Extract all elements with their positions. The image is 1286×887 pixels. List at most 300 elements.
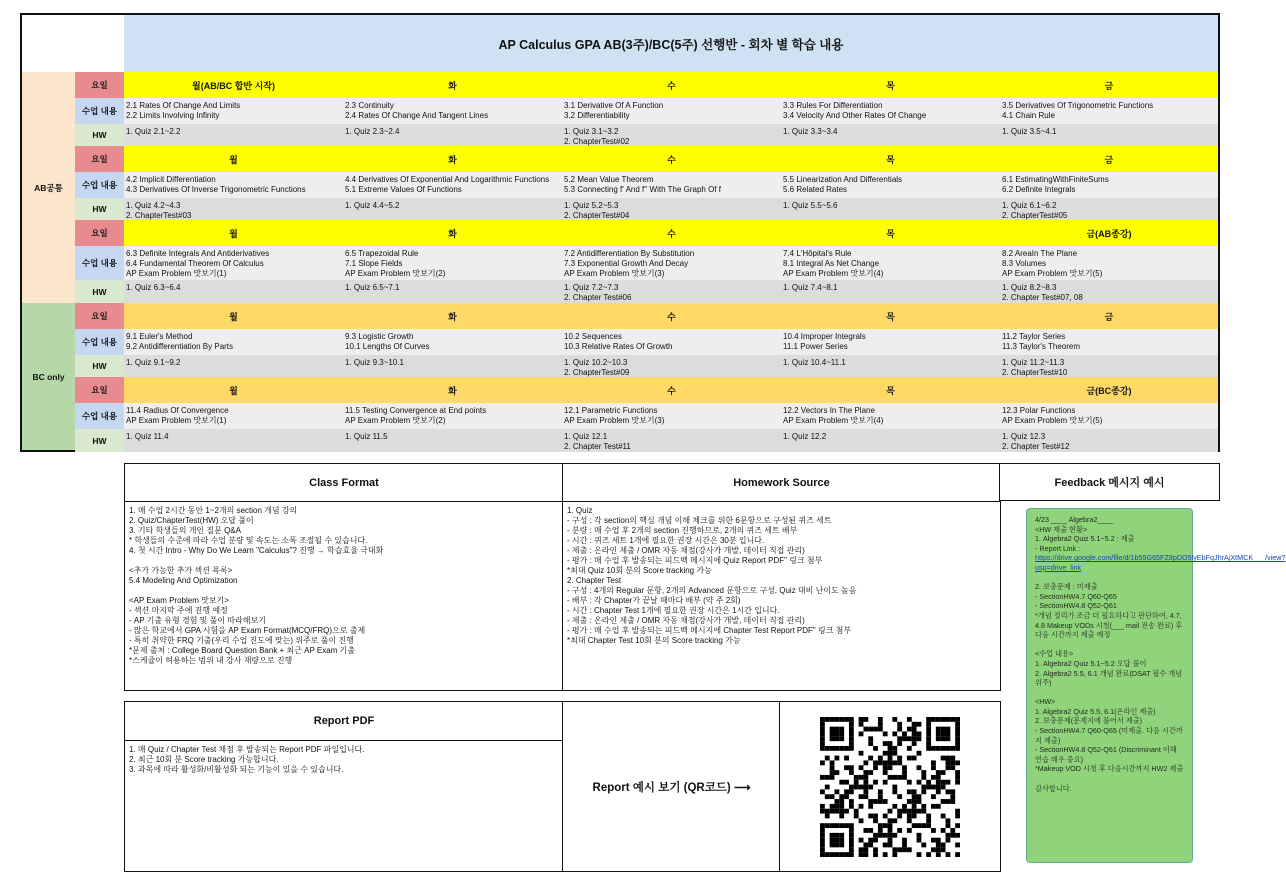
group-label-ab: AB공통 <box>22 72 75 303</box>
qr-module <box>830 842 835 847</box>
qr-module <box>917 721 922 726</box>
qr-module <box>830 808 835 813</box>
class-content-cell: 11.5 Testing Convergence at End points AP Exam Problem 맛보기(2) <box>343 403 562 429</box>
qr-module <box>921 789 926 794</box>
qr-module <box>892 847 897 852</box>
row-label-class: 수업 내용 <box>75 329 124 355</box>
qr-module <box>873 852 878 857</box>
qr-module <box>883 750 888 755</box>
schedule-row-day <box>75 72 1218 98</box>
qr-module <box>844 823 849 828</box>
qr-module <box>839 852 844 857</box>
qr-module <box>859 750 864 755</box>
row-label-day: 요일 <box>75 303 124 329</box>
qr-module <box>936 745 941 750</box>
qr-module <box>820 741 825 746</box>
qr-module <box>868 741 873 746</box>
hw-cell: 1. Quiz 5.2~5.3 2. ChapterTest#04 <box>562 198 781 220</box>
hw-cell: 1. Quiz 3.5~4.1 <box>1000 124 1218 146</box>
qr-module <box>849 726 854 731</box>
qr-module <box>820 837 825 842</box>
qr-module <box>849 789 854 794</box>
qr-module <box>868 837 873 842</box>
qr-module <box>873 813 878 818</box>
qr-module <box>897 774 902 779</box>
qr-module <box>931 794 936 799</box>
qr-module <box>946 765 951 770</box>
qr-module <box>834 789 839 794</box>
qr-module <box>859 847 864 852</box>
qr-module <box>859 784 864 789</box>
report-pdf-title: Report PDF <box>125 702 563 741</box>
qr-module <box>849 799 854 804</box>
qr-module <box>917 799 922 804</box>
qr-module <box>936 717 941 722</box>
qr-module <box>950 717 955 722</box>
qr-module <box>941 784 946 789</box>
qr-code-icon[interactable] <box>820 717 960 857</box>
qr-module <box>883 760 888 765</box>
qr-module <box>878 828 883 833</box>
feedback-part1: <HW 제출 현황> 1. Algebra2 Quiz 5.1~5.2 : 제출 - Report Link : <box>1035 524 1135 553</box>
qr-module <box>825 774 830 779</box>
qr-module <box>946 755 951 760</box>
qr-module <box>834 726 839 731</box>
qr-module <box>921 774 926 779</box>
schedule-row-day <box>75 377 1218 403</box>
qr-module <box>844 808 849 813</box>
qr-module <box>868 755 873 760</box>
qr-module <box>859 731 864 736</box>
qr-module <box>863 842 868 847</box>
qr-module <box>921 823 926 828</box>
hw-cell: 1. Quiz 9.3~10.1 <box>343 355 562 377</box>
schedule-table <box>20 13 1220 452</box>
qr-module <box>863 828 868 833</box>
qr-module <box>946 779 951 784</box>
qr-module <box>844 789 849 794</box>
qr-module <box>955 808 960 813</box>
qr-module <box>921 808 926 813</box>
qr-module <box>936 774 941 779</box>
qr-module <box>863 794 868 799</box>
qr-module <box>946 818 951 823</box>
qr-module <box>854 813 859 818</box>
qr-module <box>941 717 946 722</box>
schedule-row-hw <box>75 124 1218 146</box>
qr-module <box>878 726 883 731</box>
qr-module <box>859 774 864 779</box>
qr-module <box>902 731 907 736</box>
class-content-cell: 11.4 Radius Of Convergence AP Exam Problem 맛보기(1) <box>124 403 343 429</box>
class-content-cell: 3.1 Derivative Of A Function 3.2 Differentiability <box>562 98 781 124</box>
qr-module <box>892 750 897 755</box>
qr-module <box>936 784 941 789</box>
qr-module <box>955 813 960 818</box>
qr-module <box>892 717 897 722</box>
qr-module <box>854 808 859 813</box>
group-label-bc: BC only <box>22 303 75 450</box>
qr-module <box>868 842 873 847</box>
qr-module <box>873 837 878 842</box>
qr-module <box>931 837 936 842</box>
qr-module <box>912 803 917 808</box>
qr-module <box>902 842 907 847</box>
qr-module <box>863 726 868 731</box>
schedule-row-class <box>75 246 1218 280</box>
qr-module <box>888 750 893 755</box>
qr-module <box>917 779 922 784</box>
qr-module <box>839 837 844 842</box>
qr-module <box>902 765 907 770</box>
qr-module <box>825 717 830 722</box>
qr-module <box>863 789 868 794</box>
class-content-cell: 10.4 Improper Integrals 11.1 Power Series <box>781 329 1000 355</box>
qr-module <box>892 745 897 750</box>
qr-module <box>839 813 844 818</box>
qr-module <box>892 803 897 808</box>
day-header-cell: 화 <box>343 377 562 403</box>
report-pdf-box <box>124 701 564 872</box>
qr-module <box>897 721 902 726</box>
qr-module <box>839 731 844 736</box>
qr-module <box>917 832 922 837</box>
qr-module <box>926 823 931 828</box>
qr-module <box>859 765 864 770</box>
qr-module <box>917 794 922 799</box>
qr-module <box>917 823 922 828</box>
qr-module <box>936 779 941 784</box>
qr-module <box>849 828 854 833</box>
qr-module <box>834 755 839 760</box>
qr-module <box>931 803 936 808</box>
qr-module <box>926 745 931 750</box>
qr-module <box>830 736 835 741</box>
qr-module <box>873 765 878 770</box>
hw-cell: 1. Quiz 6.5~7.1 <box>343 280 562 303</box>
qr-module <box>931 717 936 722</box>
qr-module <box>950 765 955 770</box>
qr-module <box>897 828 902 833</box>
homework-source-title: Homework Source <box>563 464 1000 502</box>
class-content-cell: 2.3 Continuity 2.4 Rates Of Change And Tangent Lines <box>343 98 562 124</box>
class-format-body: 1. 매 수업 2시간 동안 1~2개의 section 개념 강의 2. Quiz/ChapterTest(HW) 오답 풀이 3. 기타 학생들의 개인 질문 Q&A * 학생들의 수준에 따라 수업 분량 및 속도는 소폭 조절될 수 있습니다. 4. 첫 시간 Intro - Why Do We Learn "Calculus"? 진행 → 학습효율 극대화 <추가 가능한 추가 섹션 목록> 5.4 Modeling And Optimization <AP Exam Problem 맛보기> - 섹션 마지막 주에 진행 예정 - AP 기출 유형 경험 및 풀이 따라해보기 - 많은 학교에서 GPA 시험을 AP Exam Format(MCQ/FRQ)으로 출제 - 특히 취약한 FRQ 기출(우리 수업 진도에 맞는) 위주로 풀이 진행 *문제 출처 : College Board Question Bank + 최근 AP Exam 기출 *스케쥴이 허용하는 범위 내 강사 재량으로 진행 <box>129 506 384 665</box>
schedule-row-class <box>75 98 1218 124</box>
qr-module <box>897 794 902 799</box>
qr-module <box>839 794 844 799</box>
qr-module <box>834 731 839 736</box>
qr-module <box>849 731 854 736</box>
qr-module <box>863 774 868 779</box>
qr-module <box>912 823 917 828</box>
qr-module <box>907 808 912 813</box>
qr-module <box>830 765 835 770</box>
qr-module <box>830 745 835 750</box>
qr-module <box>878 832 883 837</box>
qr-module <box>912 741 917 746</box>
qr-module <box>897 808 902 813</box>
qr-module <box>839 726 844 731</box>
row-label-day: 요일 <box>75 72 124 98</box>
qr-module <box>955 736 960 741</box>
corner-cell <box>22 15 124 72</box>
feedback-title: Feedback 메시지 예시 <box>1054 476 1165 489</box>
qr-module <box>888 760 893 765</box>
qr-module <box>868 803 873 808</box>
qr-module <box>955 726 960 731</box>
qr-module <box>839 717 844 722</box>
qr-module <box>888 828 893 833</box>
qr-module <box>820 852 825 857</box>
qr-module <box>883 823 888 828</box>
qr-module <box>907 789 912 794</box>
qr-module <box>830 803 835 808</box>
qr-module <box>849 842 854 847</box>
qr-module <box>955 770 960 775</box>
qr-module <box>820 745 825 750</box>
hw-cell: 1. Quiz 12.3 2. Chapter Test#12 <box>1000 429 1218 452</box>
qr-module <box>883 799 888 804</box>
schedule-row-class <box>75 403 1218 429</box>
hw-cell: 1. Quiz 4.4~5.2 <box>343 198 562 220</box>
qr-module <box>897 736 902 741</box>
qr-module <box>946 789 951 794</box>
qr-module <box>868 799 873 804</box>
qr-module <box>863 760 868 765</box>
qr-module <box>849 736 854 741</box>
qr-module <box>863 847 868 852</box>
qr-module <box>926 852 931 857</box>
qr-module <box>917 750 922 755</box>
qr-module <box>844 765 849 770</box>
qr-module <box>907 745 912 750</box>
feedback-part2: 2. 보충문제 : 미제출 - SectionHW4.7 Q60-Q65 - SectionHW4.8 Q52-Q61 *개념 정리가 조금 더 필요하다고 판단하여, 4.7, 4.8 Makeup VODs 시청(___ mail 전송 완료) 후 다음 시간까지 제출 예정 <수업 내용> 1. Algebra2 Quiz 5.1~5.2 오답 풀이 2. Algebra2 5.5, 6.1 개념 완료(DSAT 필수 개념 위주) <HW> 1. Algebra2 Quiz 5.5, 6.1(온라인 제출) 2. 보충문제(문제지에 풀어서 제출) - SectionHW4.7 Q60-Q65 (미제출. 다음 시간까지 제출) - SectionHW4.8 Q52-Q61 (Discriminant 이해 연습 매우 중요) *Makeup VOD 시청 후 다음시간까지 HW2 제출 감사합니다. <box>1035 582 1184 793</box>
qr-module <box>950 799 955 804</box>
qr-module <box>941 736 946 741</box>
hw-cell: 1. Quiz 7.4~8.1 <box>781 280 1000 303</box>
qr-module <box>892 852 897 857</box>
qr-module <box>888 745 893 750</box>
qr-module <box>868 828 873 833</box>
report-pdf-body: 1. 매 Quiz / Chapter Test 채점 후 발송되는 Report PDF 파일입니다. 2. 최근 10회 분 Score tracking 가능합니다. 3. 과목에 따라 활성화/비활성화 되는 기능이 있을 수 있습니다. <box>129 745 365 774</box>
schedule-row-hw <box>75 429 1218 452</box>
class-content-cell: 3.5 Derivatives Of Trigonometric Functions 4.1 Chain Rule <box>1000 98 1218 124</box>
qr-module <box>859 794 864 799</box>
schedule-row-hw <box>75 198 1218 220</box>
qr-module <box>946 823 951 828</box>
day-header-cell: 금 <box>1000 72 1218 98</box>
qr-module <box>849 803 854 808</box>
qr-module <box>931 765 936 770</box>
qr-module <box>888 818 893 823</box>
qr-module <box>892 832 897 837</box>
qr-module <box>830 726 835 731</box>
qr-module <box>941 842 946 847</box>
class-format-box <box>124 463 564 691</box>
qr-module <box>830 731 835 736</box>
qr-module <box>839 842 844 847</box>
qr-module <box>834 736 839 741</box>
day-header-cell: 화 <box>343 146 562 172</box>
qr-module <box>834 717 839 722</box>
row-label-hw: HW <box>75 355 124 377</box>
day-header-cell: 금(BC종강) <box>1000 377 1218 403</box>
qr-module <box>941 755 946 760</box>
qr-module <box>926 813 931 818</box>
feedback-box <box>999 463 1220 501</box>
qr-module <box>926 784 931 789</box>
qr-module <box>834 770 839 775</box>
homework-source-box <box>562 463 1001 691</box>
qr-module <box>936 731 941 736</box>
qr-module <box>888 741 893 746</box>
qr-module <box>830 832 835 837</box>
qr-module <box>902 770 907 775</box>
day-header-cell: 목 <box>781 146 1000 172</box>
day-header-cell: 월 <box>124 220 343 246</box>
qr-module <box>907 813 912 818</box>
qr-module <box>820 760 825 765</box>
qr-module <box>907 799 912 804</box>
qr-module <box>897 755 902 760</box>
hw-cell: 1. Quiz 6.3~6.4 <box>124 280 343 303</box>
hw-cell: 1. Quiz 11.2~11.3 2. ChapterTest#10 <box>1000 355 1218 377</box>
qr-module <box>941 745 946 750</box>
class-content-cell: 2.1 Rates Of Change And Limits 2.2 Limits Involving Infinity <box>124 98 343 124</box>
qr-module <box>950 789 955 794</box>
qr-module <box>868 726 873 731</box>
row-label-hw: HW <box>75 124 124 146</box>
qr-module <box>926 779 931 784</box>
qr-module <box>936 847 941 852</box>
qr-module <box>859 717 864 722</box>
class-format-title: Class Format <box>125 464 563 502</box>
schedule-row-day <box>75 303 1218 329</box>
row-label-day: 요일 <box>75 220 124 246</box>
qr-module <box>830 717 835 722</box>
qr-module <box>820 847 825 852</box>
qr-module <box>873 779 878 784</box>
qr-module <box>946 717 951 722</box>
qr-module <box>931 745 936 750</box>
qr-module <box>936 852 941 857</box>
qr-module <box>849 717 854 722</box>
qr-module <box>917 808 922 813</box>
row-label-class: 수업 내용 <box>75 246 124 280</box>
qr-module <box>926 731 931 736</box>
qr-module <box>825 813 830 818</box>
qr-module <box>820 736 825 741</box>
qr-module <box>955 852 960 857</box>
feedback-line1: 4/23 ____ Algebra2____ <box>1035 515 1114 524</box>
qr-module <box>902 803 907 808</box>
qr-module <box>873 760 878 765</box>
qr-module <box>834 842 839 847</box>
qr-module <box>849 721 854 726</box>
qr-module <box>917 765 922 770</box>
qr-module <box>907 779 912 784</box>
qr-module <box>926 726 931 731</box>
qr-module <box>873 832 878 837</box>
qr-module <box>888 837 893 842</box>
qr-module <box>830 794 835 799</box>
day-header-cell: 화 <box>343 72 562 98</box>
class-content-cell: 4.2 Implicit Differentiation 4.3 Derivatives Of Inverse Trigonometric Functions <box>124 172 343 198</box>
qr-module <box>883 842 888 847</box>
qr-module <box>849 770 854 775</box>
qr-module <box>907 736 912 741</box>
class-content-cell: 9.1 Euler's Method 9.2 Antidifferentiation By Parts <box>124 329 343 355</box>
class-content-cell: 11.2 Taylor Series 11.3 Taylor's Theorem <box>1000 329 1218 355</box>
qr-module <box>907 717 912 722</box>
day-header-cell: 화 <box>343 220 562 246</box>
qr-module <box>926 741 931 746</box>
class-content-cell: 12.1 Parametric Functions AP Exam Problem 맛보기(3) <box>562 403 781 429</box>
hw-cell: 1. Quiz 2.1~2.2 <box>124 124 343 146</box>
hw-cell: 1. Quiz 10.4~11.1 <box>781 355 1000 377</box>
qr-module <box>892 774 897 779</box>
qr-module <box>897 847 902 852</box>
class-content-cell: 4.4 Derivatives Of Exponential And Logarithmic Functions 5.1 Extreme Values Of Functions <box>343 172 562 198</box>
qr-module <box>926 818 931 823</box>
qr-module <box>825 823 830 828</box>
qr-module <box>912 755 917 760</box>
hw-cell: 1. Quiz 4.2~4.3 2. ChapterTest#03 <box>124 198 343 220</box>
qr-module <box>902 736 907 741</box>
qr-module <box>878 721 883 726</box>
qr-module <box>931 760 936 765</box>
feedback-report-link[interactable]: https://drive.google.com/file/d/1b55G65FZ8pDO5lyEbFqJhrAjXtMCK___/view?usp=drive_link <box>1035 553 1286 572</box>
qr-module <box>907 726 912 731</box>
qr-module <box>931 784 936 789</box>
qr-module <box>820 726 825 731</box>
qr-module <box>921 803 926 808</box>
qr-module <box>883 765 888 770</box>
qr-module <box>892 731 897 736</box>
qr-module <box>834 832 839 837</box>
qr-module <box>907 847 912 852</box>
class-content-cell: 8.2 AreaIn The Plane 8.3 Volumes AP Exam Problem 맛보기(5) <box>1000 246 1218 280</box>
qr-module <box>907 818 912 823</box>
qr-module <box>883 731 888 736</box>
qr-module <box>897 760 902 765</box>
qr-module <box>955 842 960 847</box>
qr-module <box>936 842 941 847</box>
hw-cell: 1. Quiz 2.3~2.4 <box>343 124 562 146</box>
hw-cell: 1. Quiz 10.2~10.3 2. ChapterTest#09 <box>562 355 781 377</box>
qr-code-box[interactable] <box>779 701 1001 872</box>
qr-module <box>888 765 893 770</box>
qr-module <box>936 837 941 842</box>
qr-module <box>854 779 859 784</box>
class-content-cell: 6.5 Trapezoidal Rule 7.1 Slope Fields AP Exam Problem 맛보기(2) <box>343 246 562 280</box>
qr-module <box>849 852 854 857</box>
class-content-cell: 6.1 EstimatingWithFiniteSums 6.2 Definite Integrals <box>1000 172 1218 198</box>
hw-cell: 1. Quiz 7.2~7.3 2. Chapter Test#06 <box>562 280 781 303</box>
qr-module <box>825 745 830 750</box>
qr-module <box>902 774 907 779</box>
qr-module <box>868 736 873 741</box>
qr-module <box>834 803 839 808</box>
qr-module <box>955 741 960 746</box>
qr-module <box>946 726 951 731</box>
qr-module <box>839 799 844 804</box>
qr-module <box>820 842 825 847</box>
qr-module <box>888 832 893 837</box>
qr-module <box>912 813 917 818</box>
qr-module <box>907 755 912 760</box>
hw-cell: 1. Quiz 6.1~6.2 2. ChapterTest#05 <box>1000 198 1218 220</box>
